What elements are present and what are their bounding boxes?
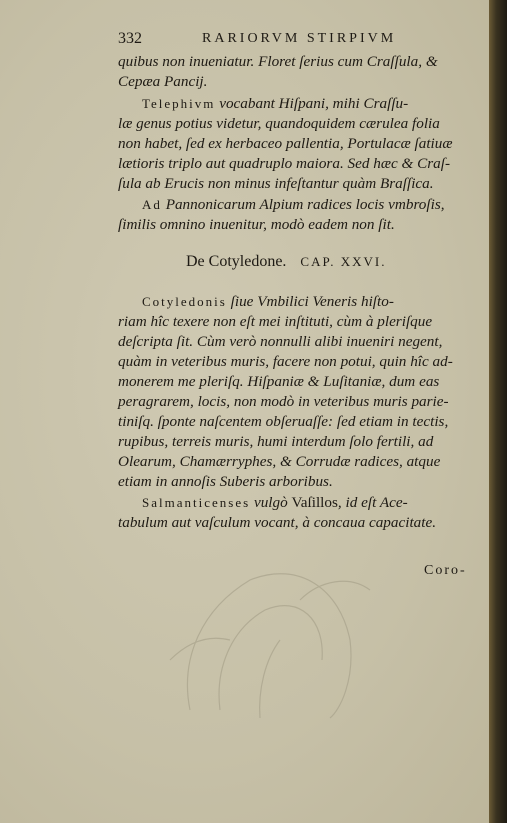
text-line: non habet, ſed ex herbaceo pallentia, Portulacæ ſatiuæ: [118, 135, 453, 152]
text-line: riam hîc texere non eſt mei inſtituti, cùm à pleriſque: [118, 313, 433, 330]
chapter-heading: [186, 253, 387, 271]
text-line: Salmanticenses vulgò Vaſillos, id eſt Ace-: [142, 494, 408, 511]
text-line: etiam in annoſis Suberis arboribus.: [118, 473, 333, 490]
text-line: quibus non inueniatur. Floret ſerius cum Craſſula, &: [118, 53, 438, 70]
chapter-title: De Cotyledone.: [186, 253, 287, 270]
text-line: tabulum aut vaſculum vocant, à concaua capacitate.: [118, 514, 437, 531]
text-line: ſimilis omnino inuenitur, modò eadem non ſit.: [118, 216, 395, 233]
chapter-number: CAP. XXVI.: [300, 254, 387, 269]
show-through-illustration: [150, 540, 380, 720]
text-line: Olearum, Chamærryphes, & Corrudæ radices, atque: [118, 453, 441, 470]
running-head: [118, 30, 448, 50]
running-title: RARIORVM STIRPIVM: [202, 31, 397, 46]
text-line: Cepæa Pancij.: [118, 73, 208, 90]
text-line: rupibus, terreis muris, humi interdum ſolo fertili, ad: [118, 433, 434, 450]
text-line: deſcripta ſit. Cùm verò nonnulli alibi inueniri negent,: [118, 333, 443, 350]
text-line: peragrarem, locis, non modò in veteribus muris parie-: [118, 393, 449, 410]
text-line: quàm in veteribus muris, facere non potui, quin hîc ad-: [118, 353, 453, 370]
text-line: læ genus potius videtur, quandoquidem cærulea folia: [118, 115, 440, 132]
text-line: tiniſq. ſponte naſcentem obſeruaſſe: ſed etiam in tectis,: [118, 413, 449, 430]
text-line: monerem me pleriſq. Hiſpaniæ & Luſitaniæ, dum eas: [118, 373, 440, 390]
catchword: Coro-: [424, 563, 467, 578]
text-line: lætioris triplo aut quadruplo maiora. Sed hæc & Craſ-: [118, 155, 451, 172]
text-line: Telephivm vocabant Hiſpani, mihi Craſſu-: [142, 95, 409, 112]
book-spine: [489, 0, 507, 823]
text-line: Cotyledonis ſiue Vmbilici Veneris hiſto-: [142, 293, 394, 310]
page-number: 332: [118, 30, 142, 47]
text-line: ſula ab Erucis non minus infeſtantur quàm Braſſica.: [118, 175, 434, 192]
text-line: Ad Pannonicarum Alpium radices locis vmbroſis,: [142, 196, 445, 213]
